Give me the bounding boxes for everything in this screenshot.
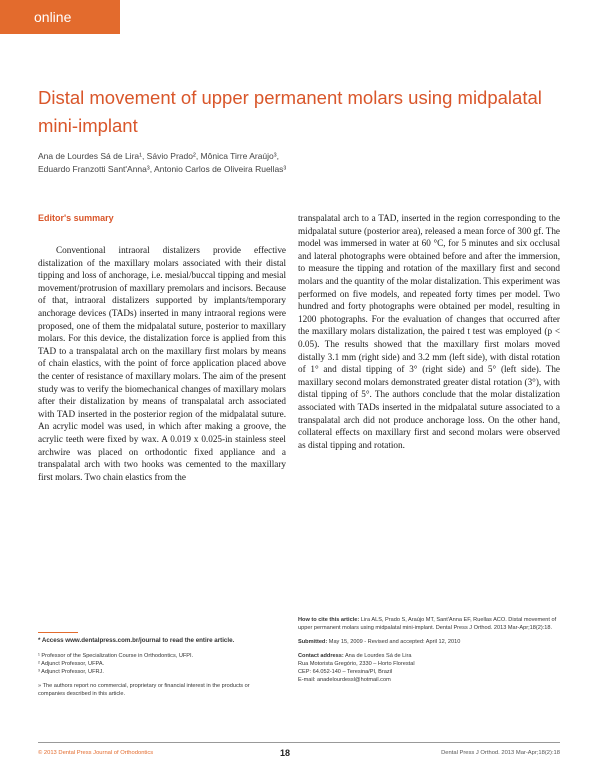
page-footer — [38, 748, 560, 760]
right-column — [298, 212, 560, 451]
contact-street: Rua Motorista Gregório, 2330 – Horto Florestal — [298, 661, 415, 667]
author-line-2: Eduardo Franzotti Sant'Anna³, Antonio Carlos de Oliveira Ruellas³ — [38, 164, 287, 174]
section-heading: Editor's summary — [38, 213, 114, 223]
submitted-text: May 15, 2009 - Revised and accepted: April 12, 2010 — [328, 639, 461, 645]
disclosure-note: » The authors report no commercial, proprietary or financial interest in the products or companies described in this article. — [38, 683, 250, 697]
summary-right-text: transpalatal arch to a TAD, inserted in the region corresponding to the midpalatal suture (posterior area), released a mean force of 300 gf. The model was immersed in water at 60 °C, for 5 minutes and six occlusal and lateral photographs were obtained before and after the immersion, to measure the tipping and rotation of the maxillary first and second molars and the quantity of the molar distalization. This experiment was performed on five models, and repeated forty times per model. Two hundred and forty photographs were obtained per model, resulting in 1200 photographs. For the evaluation of changes that occurred after the maxillary molars distalization, the paired t test was employed (p < 0.05). The results showed that the maxillary first molars moved distally 3.1 mm (right side) and 3.2 mm (left side), with distal rotation of 1° and distal tipping of 3° (right side) and 5° (left side). The maxillary second molars demonstrated greater distal rotation (3°), with distal tipping of 5°. The authors conclude that the molar distalization associated with TADs inserted in the midpalatal suture associated to a transpalatal arch did not produce anchorage loss. On the other hand, collateral effects on maxillary first and second molars were observed as distal tipping and rotation. — [298, 213, 560, 450]
submitted-label: Submitted: — [298, 639, 328, 645]
footer-journal-ref: Dental Press J Orthod. 2013 Mar-Apr;18(2):18 — [441, 750, 560, 756]
banner-bold-text: article* — [34, 43, 81, 59]
page-number: 18 — [280, 748, 291, 758]
citation-box — [298, 616, 560, 684]
summary-left-text: Conventional intraoral distalizers provide effective distalization of the maxillary molars associated with their distal tipping and loss of anchorage, i.e. mesial/buccal tipping and mesial movement/protrusion of maxillary premolars and incisors. Because of that, intraoral distalizers supported by implants/temporary anchorage devices (TADs) inserted in many intraoral regions were proposed, one of them the midpalatal suture, posterior to maxillary molars. For this device, the distalization force is applied from this TAD to a transpalatal arch on the maxillary first molars by means of chain elastics, with the point of force application placed above the center of resistance of maxillary molars. The aim of the present study was to verify the biomechanical changes of maxillary molars after their distalization by means of transpalatal arch associated with TAD inserted in the posterior region of the midpalatal suture. An acrylic model was used, in which after making a groove, the acrylic teeth were fixed by wax. A 0.019 x 0.025-in stainless steel archwire was placed on orthodontic fixed appliance and a transpalatal arch with two hooks was cemented to the maxillary first molars. Two chain elastics from the — [38, 245, 286, 482]
footer-divider — [38, 742, 560, 743]
author-list — [38, 150, 558, 176]
footer-copyright: © 2013 Dental Press Journal of Orthodontics — [38, 750, 154, 756]
footnotes — [38, 632, 268, 698]
affiliation-3: ³ Adjunct Professor, UFRJ. — [38, 669, 104, 675]
access-link-note: * Access www.dentalpress.com.br/journal to read the entire article. — [38, 637, 235, 644]
contact-city: CEP: 64.052-140 – Teresina/PI, Brazil — [298, 669, 393, 675]
banner-light-text: online — [34, 9, 72, 25]
contact-email[interactable]: E-mail: anadelourdessl@hotmail.com — [298, 677, 391, 683]
footnote-divider — [38, 632, 78, 633]
cite-label: How to cite this article: — [298, 617, 360, 623]
contact-name: Ana de Lourdes Sá de Lira — [344, 653, 412, 659]
affiliation-1: ¹ Professor of the Specialization Course in Orthodontics, UFPI. — [38, 653, 194, 659]
online-article-banner — [0, 0, 120, 59]
left-column — [38, 212, 286, 483]
contact-label: Contact address: — [298, 653, 344, 659]
cite-text: Lira ALS, Prado S, Araújo MT, Sant'Anna EF, Ruellas ACO. Distal movement of upper permanent molars using midpalatal mini-implant. Dental Press J Orthod. 2013 Mar-Apr;18(2):18. — [298, 617, 557, 631]
article-title: Distal movement of upper permanent molars using midpalatal mini-implant — [38, 87, 542, 136]
affiliation-2: ² Adjunct Professor, UFPA. — [38, 661, 105, 667]
author-line-1: Ana de Lourdes Sá de Lira¹, Sávio Prado², Mônica Tirre Araújo³, — [38, 151, 279, 161]
